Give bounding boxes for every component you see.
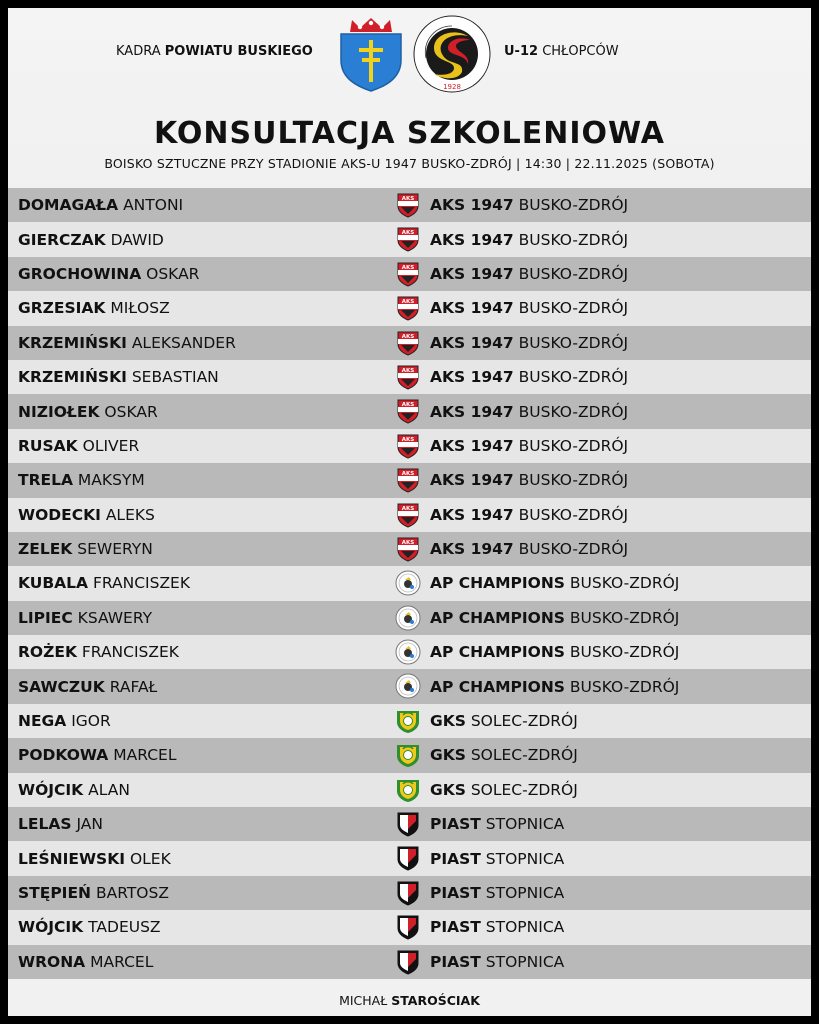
page bbox=[8, 8, 811, 1016]
svg-text:AKS: AKS bbox=[401, 471, 415, 478]
club-name-rest: STOPNICA bbox=[485, 849, 565, 868]
aks-icon bbox=[395, 330, 421, 356]
table-row bbox=[8, 257, 811, 291]
club-name bbox=[430, 574, 679, 592]
table-row bbox=[8, 394, 811, 428]
player-name bbox=[18, 506, 155, 524]
player-last-name: ZELEK bbox=[18, 540, 73, 559]
header-left bbox=[116, 44, 313, 59]
club-name bbox=[430, 437, 628, 455]
player-name bbox=[18, 712, 111, 730]
player-first-name: RAFAŁ bbox=[109, 677, 158, 696]
club-name-rest: BUSKO-ZDRÓJ bbox=[569, 608, 680, 627]
player-name bbox=[18, 299, 170, 317]
club-name bbox=[430, 884, 564, 902]
player-name bbox=[18, 540, 153, 558]
aks-icon bbox=[395, 364, 421, 390]
table-row bbox=[8, 738, 811, 772]
club-name-bold: AKS 1947 bbox=[430, 264, 514, 283]
aks-icon bbox=[395, 295, 421, 321]
svg-text:AKS: AKS bbox=[401, 402, 415, 409]
player-last-name: KRZEMIŃSKI bbox=[18, 333, 127, 352]
player-name bbox=[18, 471, 145, 489]
club-name-bold: GKS bbox=[430, 780, 466, 799]
club-name-bold: AKS 1947 bbox=[430, 333, 514, 352]
club-name-rest: BUSKO-ZDRÓJ bbox=[569, 677, 680, 696]
player-last-name: WÓJCIK bbox=[18, 780, 84, 799]
table-row bbox=[8, 188, 811, 222]
player-name bbox=[18, 953, 153, 971]
player-name bbox=[18, 850, 171, 868]
player-first-name: ANTONI bbox=[123, 196, 184, 215]
header-right-suffix: CHŁOPCÓW bbox=[542, 44, 619, 59]
table-row bbox=[8, 635, 811, 669]
header-right-bold: U-12 bbox=[504, 44, 539, 59]
table-row bbox=[8, 773, 811, 807]
player-name bbox=[18, 884, 169, 902]
player-last-name: NIZIOŁEK bbox=[18, 402, 100, 421]
footer-first: MICHAŁ bbox=[339, 993, 388, 1008]
player-name bbox=[18, 196, 183, 214]
club-name-rest: BUSKO-ZDRÓJ bbox=[518, 505, 629, 524]
club-name bbox=[430, 471, 628, 489]
player-first-name: MARCEL bbox=[90, 952, 154, 971]
club-name-rest: BUSKO-ZDRÓJ bbox=[518, 230, 629, 249]
aks-icon bbox=[395, 192, 421, 218]
table-row bbox=[8, 669, 811, 703]
club-name-rest: BUSKO-ZDRÓJ bbox=[518, 264, 629, 283]
gks-icon bbox=[395, 708, 421, 734]
club-name bbox=[430, 506, 628, 524]
header-left-prefix: KADRA bbox=[116, 44, 161, 59]
player-last-name: GIERCZAK bbox=[18, 230, 106, 249]
piast-icon bbox=[395, 914, 421, 940]
table-row bbox=[8, 807, 811, 841]
club-name bbox=[430, 334, 628, 352]
club-name-rest: BUSKO-ZDRÓJ bbox=[518, 402, 629, 421]
piast-icon bbox=[395, 845, 421, 871]
piast-icon bbox=[395, 880, 421, 906]
player-name bbox=[18, 746, 176, 764]
player-first-name: OLEK bbox=[129, 849, 171, 868]
svg-text:AKS: AKS bbox=[401, 299, 415, 306]
player-name bbox=[18, 643, 179, 661]
table-row bbox=[8, 532, 811, 566]
club-name bbox=[430, 265, 628, 283]
aks-icon bbox=[395, 502, 421, 528]
player-last-name: KRZEMIŃSKI bbox=[18, 368, 127, 387]
player-first-name: IGOR bbox=[71, 712, 111, 731]
club-name-bold: GKS bbox=[430, 746, 466, 765]
club-name-bold: AKS 1947 bbox=[430, 299, 514, 318]
player-list bbox=[8, 188, 811, 979]
gks-icon bbox=[395, 777, 421, 803]
player-first-name: MIŁOSZ bbox=[110, 299, 170, 318]
player-last-name: WÓJCIK bbox=[18, 918, 84, 937]
club-name bbox=[430, 299, 628, 317]
svg-text:AKS: AKS bbox=[401, 539, 415, 546]
champions-icon bbox=[395, 639, 421, 665]
piast-icon bbox=[395, 811, 421, 837]
club-name-bold: GKS bbox=[430, 712, 466, 731]
club-name-bold: AP CHAMPIONS bbox=[430, 677, 565, 696]
club-name bbox=[430, 850, 564, 868]
gks-icon bbox=[395, 742, 421, 768]
player-last-name: NEGA bbox=[18, 712, 67, 731]
club-name-rest: BUSKO-ZDRÓJ bbox=[518, 471, 629, 490]
club-name bbox=[430, 368, 628, 386]
club-name bbox=[430, 540, 628, 558]
club-name-bold: AKS 1947 bbox=[430, 368, 514, 387]
player-first-name: SEWERYN bbox=[77, 540, 153, 559]
aks-icon bbox=[395, 261, 421, 287]
player-name bbox=[18, 678, 157, 696]
player-last-name: PODKOWA bbox=[18, 746, 109, 765]
player-last-name: DOMAGAŁA bbox=[18, 196, 119, 215]
club-name-bold: PIAST bbox=[430, 918, 481, 937]
club-name-bold: PIAST bbox=[430, 849, 481, 868]
player-first-name: ALEKSANDER bbox=[131, 333, 236, 352]
player-name bbox=[18, 437, 139, 455]
table-row bbox=[8, 910, 811, 944]
player-first-name: OSKAR bbox=[104, 402, 158, 421]
table-row bbox=[8, 704, 811, 738]
club-name bbox=[430, 953, 564, 971]
player-name bbox=[18, 918, 161, 936]
player-last-name: WODECKI bbox=[18, 505, 101, 524]
club-name bbox=[430, 196, 628, 214]
player-first-name: OLIVER bbox=[82, 436, 140, 455]
svg-text:AKS: AKS bbox=[401, 367, 415, 374]
player-first-name: ALEKS bbox=[105, 505, 155, 524]
club-name-rest: STOPNICA bbox=[485, 952, 565, 971]
club-name bbox=[430, 643, 679, 661]
club-name-rest: BUSKO-ZDRÓJ bbox=[518, 436, 629, 455]
champions-icon bbox=[395, 673, 421, 699]
club-name-rest: BUSKO-ZDRÓJ bbox=[569, 574, 680, 593]
club-name-rest: STOPNICA bbox=[485, 884, 565, 902]
club-name-bold: AKS 1947 bbox=[430, 505, 514, 524]
player-last-name: LEŚNIEWSKI bbox=[18, 849, 125, 868]
club-name-rest: BUSKO-ZDRÓJ bbox=[518, 368, 629, 387]
player-first-name: JAN bbox=[76, 815, 103, 834]
player-name bbox=[18, 609, 152, 627]
club-name-bold: AKS 1947 bbox=[430, 471, 514, 490]
club-name bbox=[430, 712, 578, 730]
piast-icon bbox=[395, 949, 421, 975]
club-name bbox=[430, 231, 628, 249]
player-name bbox=[18, 231, 164, 249]
player-first-name: TADEUSZ bbox=[88, 918, 161, 937]
player-name bbox=[18, 368, 219, 386]
player-last-name: SAWCZUK bbox=[18, 677, 105, 696]
player-first-name: ALAN bbox=[88, 780, 130, 799]
club-name-rest: SOLEC-ZDRÓJ bbox=[470, 712, 578, 731]
header-right bbox=[504, 44, 619, 59]
player-last-name: WRONA bbox=[18, 952, 86, 971]
club-name-rest: BUSKO-ZDRÓJ bbox=[518, 299, 629, 318]
aks-icon bbox=[395, 433, 421, 459]
player-first-name: BARTOSZ bbox=[95, 884, 169, 902]
club-name-rest: BUSKO-ZDRÓJ bbox=[518, 540, 629, 559]
table-row bbox=[8, 601, 811, 635]
svg-text:AKS: AKS bbox=[401, 505, 415, 512]
club-name-bold: AKS 1947 bbox=[430, 436, 514, 455]
champions-icon bbox=[395, 605, 421, 631]
player-last-name: GROCHOWINA bbox=[18, 264, 142, 283]
player-name bbox=[18, 574, 190, 592]
player-first-name: MARCEL bbox=[113, 746, 177, 765]
player-last-name: RUSAK bbox=[18, 436, 78, 455]
aks-icon bbox=[395, 536, 421, 562]
club-name-rest: STOPNICA bbox=[485, 815, 565, 834]
club-name-bold: AP CHAMPIONS bbox=[430, 574, 565, 593]
table-row bbox=[8, 326, 811, 360]
table-row bbox=[8, 463, 811, 497]
player-name bbox=[18, 781, 130, 799]
champions-icon bbox=[395, 570, 421, 596]
club-name-rest: SOLEC-ZDRÓJ bbox=[470, 746, 578, 765]
club-name bbox=[430, 609, 679, 627]
player-name bbox=[18, 815, 103, 833]
club-name-bold: AKS 1947 bbox=[430, 230, 514, 249]
club-name-bold: PIAST bbox=[430, 884, 481, 902]
table-row bbox=[8, 291, 811, 325]
footer bbox=[8, 993, 811, 1008]
player-first-name: SEBASTIAN bbox=[131, 368, 219, 387]
club-name-bold: PIAST bbox=[430, 815, 481, 834]
svg-text:AKS: AKS bbox=[401, 436, 415, 443]
player-last-name: ROŻEK bbox=[18, 643, 77, 662]
club-name-bold: AKS 1947 bbox=[430, 540, 514, 559]
club-name bbox=[430, 815, 564, 833]
svg-text:AKS: AKS bbox=[401, 230, 415, 237]
footer-last: STAROŚCIAK bbox=[391, 993, 480, 1008]
club-name bbox=[430, 918, 564, 936]
svg-text:AKS: AKS bbox=[401, 264, 415, 271]
aks-icon bbox=[395, 398, 421, 424]
player-first-name: DAWID bbox=[110, 230, 164, 249]
table-row bbox=[8, 429, 811, 463]
table-row bbox=[8, 222, 811, 256]
powiat-crest-icon bbox=[338, 16, 404, 92]
table-row bbox=[8, 841, 811, 875]
player-last-name: KUBALA bbox=[18, 574, 89, 593]
club-name-rest: SOLEC-ZDRÓJ bbox=[470, 780, 578, 799]
zpn-logo-icon bbox=[412, 14, 492, 94]
club-name-rest: BUSKO-ZDRÓJ bbox=[518, 333, 629, 352]
table-row bbox=[8, 945, 811, 979]
club-name-bold: AP CHAMPIONS bbox=[430, 608, 565, 627]
page-subtitle: BOISKO SZTUCZNE PRZY STADIONIE AKS-U 1947 BUSKO-ZDRÓJ | 14:30 | 22.11.2025 (SOBOTA) bbox=[104, 156, 715, 171]
player-name bbox=[18, 265, 199, 283]
player-first-name: FRANCISZEK bbox=[92, 574, 191, 593]
player-last-name: LIPIEC bbox=[18, 608, 73, 627]
club-name bbox=[430, 746, 578, 764]
svg-text:AKS: AKS bbox=[401, 196, 415, 202]
player-first-name: FRANCISZEK bbox=[81, 643, 179, 662]
player-name bbox=[18, 334, 236, 352]
page-title: KONSULTACJA SZKOLENIOWA bbox=[154, 116, 665, 151]
club-name bbox=[430, 781, 578, 799]
player-last-name: TRELA bbox=[18, 471, 73, 490]
player-first-name: MAKSYM bbox=[77, 471, 145, 490]
player-name bbox=[18, 403, 158, 421]
player-first-name: OSKAR bbox=[146, 264, 200, 283]
table-row bbox=[8, 360, 811, 394]
club-name-bold: AP CHAMPIONS bbox=[430, 643, 565, 662]
aks-icon bbox=[395, 467, 421, 493]
svg-text:AKS: AKS bbox=[401, 333, 415, 340]
zpn-logo-year: 1928 bbox=[443, 83, 461, 91]
club-name-bold: AKS 1947 bbox=[430, 196, 514, 215]
table-row bbox=[8, 566, 811, 600]
player-last-name: STĘPIEŃ bbox=[18, 884, 92, 902]
header bbox=[8, 8, 811, 188]
table-row bbox=[8, 876, 811, 910]
club-name-rest: BUSKO-ZDRÓJ bbox=[569, 643, 680, 662]
club-name bbox=[430, 403, 628, 421]
header-left-bold: POWIATU BUSKIEGO bbox=[164, 44, 313, 59]
club-name-rest: BUSKO-ZDRÓJ bbox=[518, 196, 629, 215]
club-name bbox=[430, 678, 679, 696]
club-name-bold: AKS 1947 bbox=[430, 402, 514, 421]
player-last-name: LELAS bbox=[18, 815, 72, 834]
player-first-name: KSAWERY bbox=[77, 608, 153, 627]
player-last-name: GRZESIAK bbox=[18, 299, 106, 318]
aks-icon bbox=[395, 226, 421, 252]
club-name-bold: PIAST bbox=[430, 952, 481, 971]
table-row bbox=[8, 498, 811, 532]
club-name-rest: STOPNICA bbox=[485, 918, 565, 937]
